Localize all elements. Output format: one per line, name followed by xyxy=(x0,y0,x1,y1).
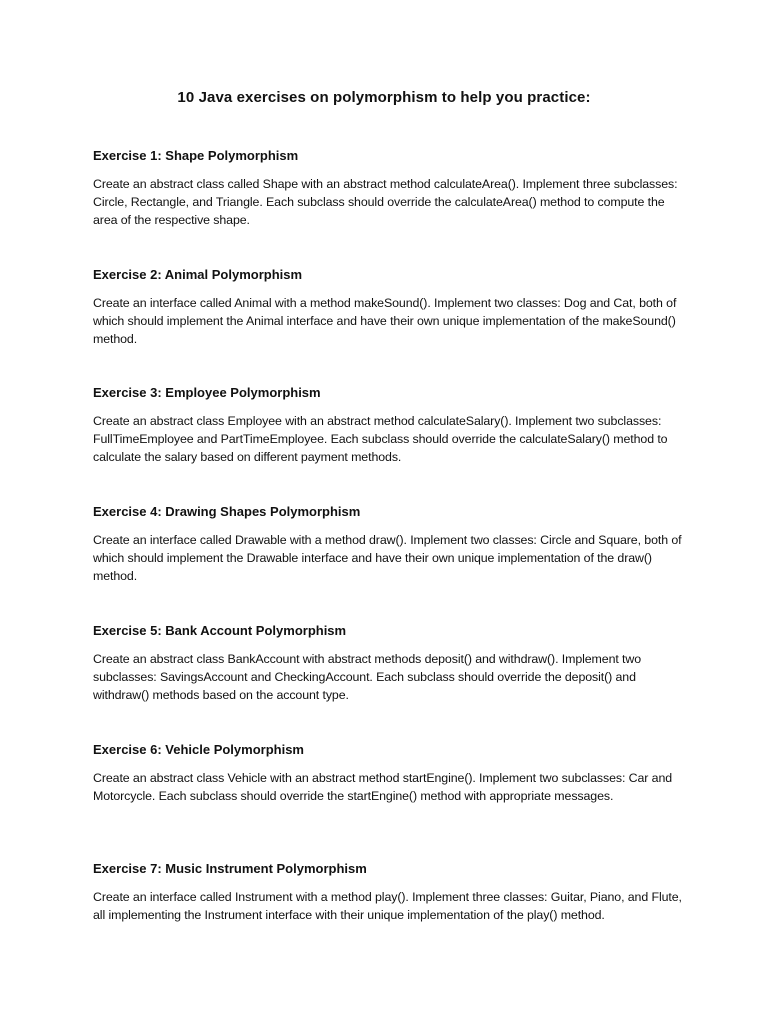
exercise-5 xyxy=(93,622,683,704)
exercise-description: Create an interface called Drawable with a method draw(). Implement two classes: Circle and Square, both of which should implement the Drawable interface and have their own unique implementation of the draw() method. xyxy=(93,533,682,583)
exercise-4 xyxy=(93,503,683,585)
exercise-heading: Exercise 3: Employee Polymorphism xyxy=(93,385,321,400)
exercise-6 xyxy=(93,741,683,805)
exercise-description: Create an interface called Instrument with a method play(). Implement three classes: Guitar, Piano, and Flute, all implementing the Instrument interface with their unique implementation of the play() method. xyxy=(93,890,682,922)
exercise-description: Create an interface called Animal with a method makeSound(). Implement two classes: Dog and Cat, both of which should implement the Animal interface and have their own unique implementation of the makeSound() method. xyxy=(93,296,677,346)
exercise-heading: Exercise 5: Bank Account Polymorphism xyxy=(93,623,347,638)
exercise-heading: Exercise 1: Shape Polymorphism xyxy=(93,148,299,163)
exercise-3 xyxy=(93,384,683,466)
exercise-description: Create an abstract class BankAccount with abstract methods deposit() and withdraw(). Implement two subclasses: SavingsAccount and CheckingAccount. Each subclass should override the deposit() and withdraw() methods based on the account type. xyxy=(93,652,642,702)
document-title: 10 Java exercises on polymorphism to help you practice: xyxy=(177,89,591,106)
exercise-1 xyxy=(93,147,683,229)
exercise-heading: Exercise 4: Drawing Shapes Polymorphism xyxy=(93,504,361,519)
exercise-heading: Exercise 6: Vehicle Polymorphism xyxy=(93,742,304,757)
exercise-description: Create an abstract class Vehicle with an abstract method startEngine(). Implement two subclasses: Car and Motorcycle. Each subclass should override the startEngine() method with appropriate messages. xyxy=(93,771,673,803)
exercise-7 xyxy=(93,860,683,924)
exercise-description: Create an abstract class called Shape with an abstract method calculateArea(). Implement three subclasses: Circle, Rectangle, and Triangle. Each subclass should override the calculateArea() method to compute the area of the respective shape. xyxy=(93,177,678,227)
exercise-description: Create an abstract class Employee with an abstract method calculateSalary(). Implement two subclasses: FullTimeEmployee and PartTimeEmployee. Each subclass should override the calculateSalary() method to calculate the salary based on different payment methods. xyxy=(93,414,668,464)
exercise-heading: Exercise 2: Animal Polymorphism xyxy=(93,267,303,282)
exercise-heading: Exercise 7: Music Instrument Polymorphism xyxy=(93,861,367,876)
exercise-2 xyxy=(93,266,683,348)
